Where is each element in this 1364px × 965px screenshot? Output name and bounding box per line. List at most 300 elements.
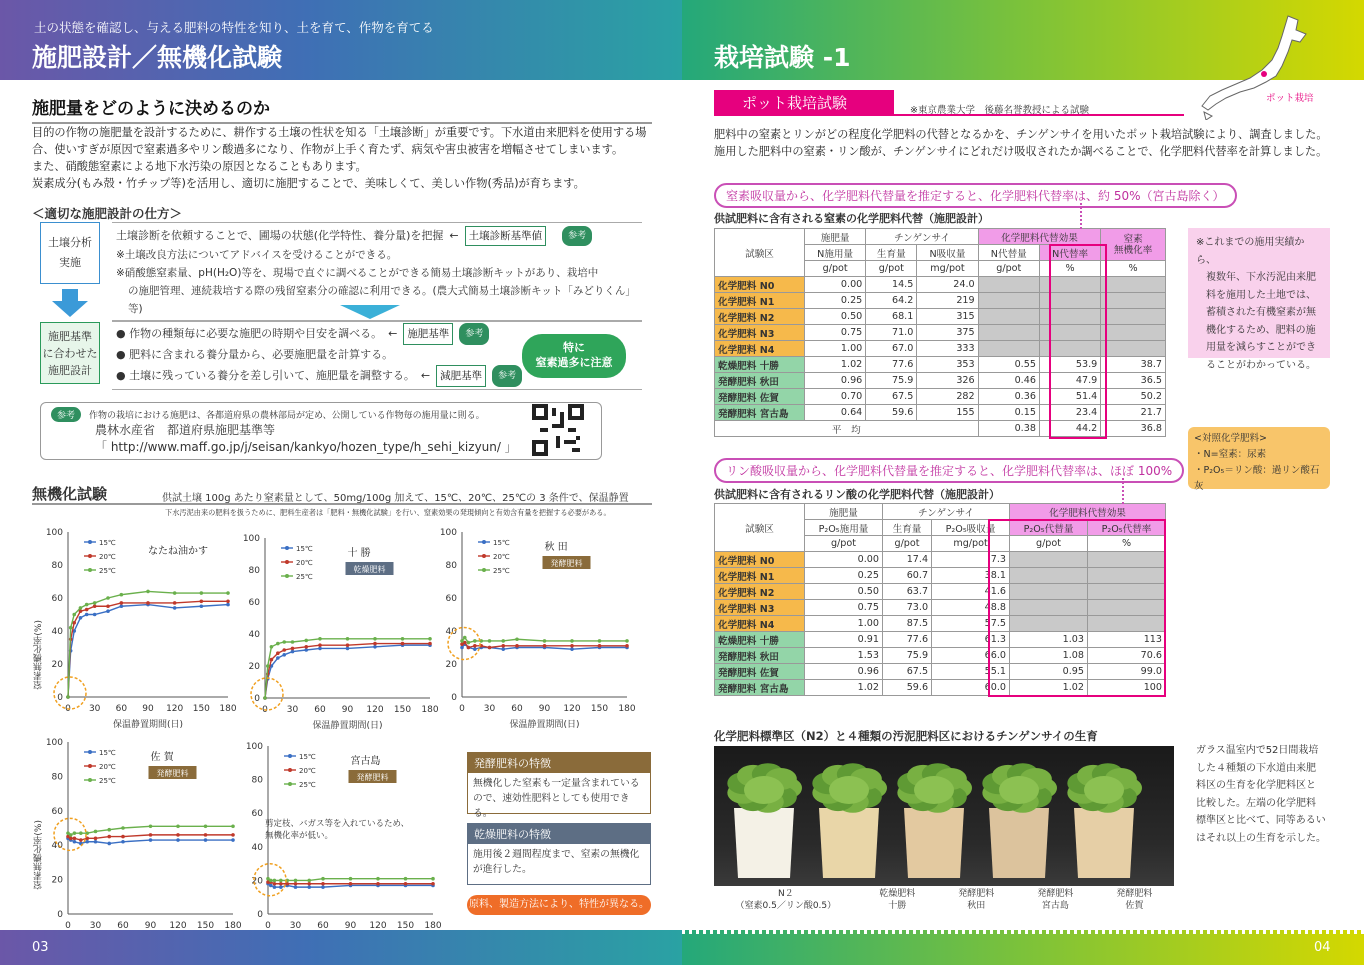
cell (1088, 552, 1166, 568)
legend-label: 15℃ (99, 539, 116, 547)
data-point (107, 835, 111, 839)
data-point (276, 656, 280, 660)
data-point (625, 644, 629, 648)
right-footer (682, 930, 1364, 965)
x-tick-label: 30 (88, 704, 101, 714)
cell (1010, 616, 1088, 632)
down-arrow-icon (52, 289, 88, 317)
data-point (231, 833, 235, 837)
data-point (120, 593, 124, 597)
data-point (120, 601, 124, 605)
data-point (282, 653, 286, 657)
data-point (294, 879, 298, 883)
data-point (373, 645, 377, 649)
data-point (121, 826, 125, 830)
cell: 0.15 (978, 405, 1039, 421)
row-label: 乾燥肥料 十勝 (715, 632, 805, 648)
x-tick-label: 0 (65, 921, 71, 930)
data-point (428, 642, 432, 646)
data-point (346, 637, 350, 641)
cell (1039, 309, 1100, 325)
cell: 0.36 (978, 389, 1039, 405)
x-tick-label: 150 (393, 705, 412, 715)
data-point (460, 646, 464, 650)
row-label: 化学肥料 N3 (715, 600, 805, 616)
data-point (570, 644, 574, 648)
data-point (106, 596, 110, 600)
photo-title: 化学肥料標準区（N2）と４種類の汚泥肥料区におけるチンゲンサイの生育 (714, 729, 1098, 743)
x-tick-label: 150 (396, 921, 415, 930)
cell: 0.50 (805, 309, 866, 325)
cell: 67.0 (866, 341, 917, 357)
cell: 41.6 (932, 584, 1010, 600)
data-point (269, 884, 273, 888)
data-point (401, 642, 405, 646)
x-tick-label: 180 (421, 705, 439, 715)
cell: 0.70 (805, 389, 866, 405)
left-title: 施肥設計／無機化試験 (32, 43, 283, 72)
section-title-inorganic: 無機化試験 (32, 485, 108, 503)
legend-marker (88, 540, 92, 544)
data-point (121, 835, 125, 839)
x-tick-label: 90 (344, 921, 357, 930)
data-point (428, 637, 432, 641)
data-point (226, 591, 230, 595)
cell: 7.3 (932, 552, 1010, 568)
x-tick-label: 120 (169, 921, 187, 930)
ref-badge: 参考 (459, 323, 489, 345)
line-chart (46, 738, 242, 930)
intro-text: 目的の作物の施肥量を設計するために、耕作する土壌の性状を知る「土壌診断」が重要です。下水道由来肥料を使用する場 合、使いすぎが原因で窒素過多やリン酸過多になり、作物が上手く育たず、病気や害虫被害を増幅させてしまいます。 また、硝酸態窒素による地下水汚染の原因となることもあります。 炭素成分(もみ殻・竹チップ等)を活用し、適切に施肥することで、美味しくて、美しい作物(秀品)が育ちます。 (32, 126, 647, 190)
legend-label: 20℃ (493, 553, 510, 561)
legend-marker (88, 750, 92, 754)
row-label: 発酵肥料 佐賀 (715, 389, 805, 405)
x-tick-label: 0 (262, 705, 268, 715)
cell: 14.5 (866, 277, 917, 293)
y-axis-label-top: 窒素無機化率(%) (34, 620, 44, 690)
data-point (146, 601, 150, 605)
step2-content: ● 作物の種類毎に必要な施肥の時期や目安を調べる。 ← 施肥基準 参考 ● 肥料に含まれる養分量から、必要施肥量を計算する。 ● 土壌に残っている養分を差し引いて、施肥量を調整する。 ← 減肥基準 参考 (112, 320, 642, 390)
cell: 21.7 (1101, 405, 1166, 421)
data-point (291, 640, 295, 644)
data-point (318, 643, 322, 647)
cell: 48.8 (932, 600, 1010, 616)
table-nitrogen: 試験区 施肥量 チンゲンサイ 化学肥料代替効果 窒素 無機化率 N施用量 生育量 N吸収量 N代替量 N代替率 g/pot g/pot mg/pot g/pot % % 化学肥料 N0 0.00 14.5 24.0 化学肥料 N1 0.25 64.2 219 化学肥料 N2 0.50 68.1 315 化学肥料 N3 0.75 71.0 375 化学肥料 N4 1.00 67.0 333 乾燥肥料 十勝 1.02 77.6 353 0.55 53.9 38.7 発酵肥料 秋田 0.96 75.9 326 0.46 47.9 36.5 発酵肥料 佐賀 0.70 67.5 282 0.36 51.4 50.2 発酵肥料 宮古島 0.64 59.6 155 0.15 23.4 21.7 平 均 0.38 44.2 36.8 (714, 228, 1166, 437)
cell: 60.0 (932, 680, 1010, 696)
x-tick-label: 180 (224, 921, 242, 930)
x-tick-label: 30 (286, 705, 299, 715)
ref-badge: 参考 (51, 407, 81, 422)
legend-label: 20℃ (99, 763, 116, 771)
data-point (431, 877, 435, 881)
data-point (269, 879, 273, 883)
data-point (515, 644, 519, 648)
data-point (85, 608, 89, 612)
cell: 0.50 (805, 584, 883, 600)
cell: 0.91 (805, 632, 883, 648)
table-phosphate: 試験区 施肥量 チンゲンサイ 化学肥料代替効果 P₂O₅施用量 生育量 P₂O₅吸収量 P₂O₅代替量 P₂O₅代替率 g/pot g/pot mg/pot g/pot % 化学肥料 N0 0.00 17.4 7.3 化学肥料 N1 0.25 60.7 38.1 化学肥料 N2 0.50 63.7 41.6 化学肥料 N3 0.75 73.0 48.8 化学肥料 N4 1.00 87.5 57.5 乾燥肥料 十勝 0.91 77.6 61.3 1.03 113 発酵肥料 秋田 1.53 75.9 66.0 1.08 70.6 発酵肥料 佐賀 0.96 67.5 55.1 0.95 99.0 発酵肥料 宮古島 1.02 59.6 60.0 1.02 100 (714, 503, 1166, 696)
data-point (94, 840, 98, 844)
data-point (173, 591, 177, 595)
legend-label: 15℃ (493, 539, 510, 547)
pot-plant (897, 763, 972, 878)
y-tick-label: 100 (45, 528, 63, 538)
legend-label: 25℃ (299, 781, 316, 789)
row-label: 化学肥料 N0 (715, 277, 805, 293)
data-point (501, 639, 505, 643)
table-row (715, 680, 1166, 696)
cell (1039, 325, 1100, 341)
data-point (73, 831, 77, 835)
data-point (294, 882, 298, 886)
series-line (68, 601, 228, 697)
cell: 36.5 (1101, 373, 1166, 389)
y-tick-label: 100 (245, 742, 263, 752)
pot-plant (1067, 763, 1142, 878)
y-tick-label: 40 (51, 627, 63, 637)
y-tick-label: 100 (242, 534, 260, 544)
table-row (715, 277, 1166, 293)
data-point (149, 838, 153, 842)
table-row (715, 357, 1166, 373)
ref-badge: 参考 (562, 226, 592, 246)
data-point (276, 642, 280, 646)
data-point (346, 647, 350, 651)
data-point (349, 877, 353, 881)
cell: 0.55 (978, 357, 1039, 373)
data-point (72, 613, 76, 617)
cell: 315 (917, 309, 978, 325)
cell (978, 277, 1039, 293)
data-point (463, 636, 467, 640)
legend-marker (88, 764, 92, 768)
legend-marker (285, 574, 289, 578)
legend-label: 25℃ (99, 567, 116, 575)
legend-label: 25℃ (493, 567, 510, 575)
x-tick-label: 30 (89, 921, 102, 930)
legend-marker (285, 546, 289, 550)
data-point (200, 604, 204, 608)
table-row (715, 568, 1166, 584)
x-tick-label: 180 (219, 704, 237, 714)
legend-marker (288, 768, 292, 772)
right-title: 栽培試験 -1 (714, 43, 851, 72)
table-row (715, 600, 1166, 616)
series-line (68, 605, 228, 697)
data-point (73, 837, 77, 841)
data-point (488, 639, 492, 643)
data-point (200, 591, 204, 595)
step2-box: 施肥基準 に合わせた 施肥設計 (40, 322, 100, 384)
table-row (715, 309, 1166, 325)
data-point (226, 600, 230, 604)
data-point (106, 604, 110, 608)
data-point (107, 842, 111, 846)
cell: 23.4 (1039, 405, 1100, 421)
data-point (473, 647, 477, 651)
cell: 17.4 (882, 552, 931, 568)
data-point (543, 644, 547, 648)
photo-label: 乾燥肥料 十勝 (879, 889, 916, 911)
y-tick-label: 20 (51, 660, 63, 670)
pot-test-title: ポット栽培試験 (714, 90, 894, 114)
photo-label: 発酵肥料 秋田 (958, 889, 995, 911)
y-tick-label: 40 (445, 627, 457, 637)
cell: 1.00 (805, 616, 883, 632)
data-point (401, 637, 405, 641)
y-tick-label: 80 (51, 561, 63, 571)
y-tick-label: 80 (445, 561, 457, 571)
data-point (273, 879, 277, 883)
row-label: 化学肥料 N4 (715, 341, 805, 357)
cell: 67.5 (866, 389, 917, 405)
cell: 75.9 (866, 373, 917, 389)
cell: 73.0 (882, 600, 931, 616)
data-point (349, 882, 353, 886)
y-axis-label-bottom: 窒素無機化率(%) (34, 820, 44, 890)
pot-credit: ※東京農業大学 後藤名誉教授による試験 (910, 105, 1089, 116)
cell: 53.9 (1039, 357, 1100, 373)
data-point (598, 639, 602, 643)
data-point (404, 882, 408, 886)
data-point (200, 600, 204, 604)
data-point (282, 648, 286, 652)
inorganic-description: 供試土壌 100g あたり窒素量として、50mg/100g 加えて、15℃、20℃、25℃の 3 条件で、保温静置 (162, 493, 629, 504)
cell: 0.95 (1010, 664, 1088, 680)
photo-label: 発酵肥料 佐賀 (1116, 889, 1153, 911)
data-point (79, 606, 83, 610)
data-point (226, 603, 230, 607)
y-tick-label: 0 (257, 910, 263, 920)
map-label: ポット栽培 (1266, 93, 1314, 104)
triangle-icon (340, 304, 400, 318)
table-row (715, 552, 1166, 568)
legend-marker (88, 778, 92, 782)
data-point (376, 882, 380, 886)
section-divider (32, 503, 652, 505)
y-tick-label: 0 (57, 910, 63, 920)
data-point (501, 647, 505, 651)
cell: 38.7 (1101, 357, 1166, 373)
data-point (149, 833, 153, 837)
data-point (85, 603, 89, 607)
cell (1039, 293, 1100, 309)
y-tick-label: 80 (248, 566, 260, 576)
legend-label: 25℃ (296, 573, 313, 581)
data-point (291, 647, 295, 651)
cell: 0.96 (805, 373, 866, 389)
cell: 1.08 (1010, 648, 1088, 664)
chart-title: 十 勝 (347, 548, 371, 559)
x-axis-label: 保温静置期間(日) (509, 720, 580, 730)
table-row (715, 664, 1166, 680)
table-row (715, 325, 1166, 341)
step1-box: 土壌分析 実施 (40, 222, 100, 284)
row-label: 発酵肥料 宮古島 (715, 680, 805, 696)
photo-label: 発酵肥料 宮古島 (1037, 889, 1074, 911)
table-row (715, 389, 1166, 405)
data-point (120, 604, 124, 608)
cell (1039, 277, 1100, 293)
data-point (69, 626, 73, 630)
line-chart (243, 534, 439, 731)
cell (1101, 341, 1166, 357)
data-point (404, 877, 408, 881)
data-point (294, 885, 298, 889)
data-point (346, 643, 350, 647)
x-tick-label: 60 (115, 704, 128, 714)
keyword-fertilization-standard: 施肥基準 (403, 323, 453, 345)
data-point (467, 641, 471, 645)
table-row (715, 584, 1166, 600)
pot-plant (982, 763, 1057, 878)
table-row (715, 616, 1166, 632)
row-label: 化学肥料 N4 (715, 616, 805, 632)
y-tick-label: 60 (251, 809, 263, 820)
cell: 99.0 (1088, 664, 1166, 680)
cell: 0.00 (805, 277, 866, 293)
data-point (146, 590, 150, 594)
reference-url-link[interactable]: 「 http://www.maff.go.jp/j/seisan/kankyo/hozen_type/h_sehi_kizyun/ 」 (95, 440, 517, 454)
miyako-note: 剪定枝、バガス等を入れているため、 無機化率が低い。 (265, 819, 410, 841)
x-tick-label: 60 (317, 921, 329, 930)
cell: 24.0 (917, 277, 978, 293)
y-tick-label: 80 (51, 772, 63, 783)
page-number-left: 03 (32, 940, 49, 955)
cell: 75.9 (882, 648, 931, 664)
pot-plant (812, 763, 887, 878)
data-point (69, 833, 73, 837)
pot-plant (727, 763, 802, 878)
cell: 282 (917, 389, 978, 405)
cell: 1.02 (805, 680, 883, 696)
data-point (373, 637, 377, 641)
data-point (473, 639, 477, 643)
data-point (106, 609, 110, 613)
data-point (204, 833, 208, 837)
cell: 0.00 (805, 552, 883, 568)
data-point (307, 885, 311, 889)
section-title-fertilization: 施肥量をどのように決めるのか (32, 94, 652, 124)
dotted-divider (682, 926, 1364, 934)
x-tick-label: 120 (366, 705, 384, 715)
x-tick-label: 150 (590, 704, 609, 714)
cell: 113 (1088, 632, 1166, 648)
data-point (307, 882, 311, 886)
left-footer (0, 930, 682, 965)
data-point (173, 601, 177, 605)
cell: 375 (917, 325, 978, 341)
data-point (376, 877, 380, 881)
plant-photo (714, 746, 1174, 886)
cell: 68.1 (866, 309, 917, 325)
y-tick-label: 0 (451, 693, 457, 703)
data-point (121, 840, 125, 844)
table-row (715, 373, 1166, 389)
cell (978, 325, 1039, 341)
y-tick-label: 20 (248, 662, 260, 672)
x-axis-label: 保温静置期間(日) (312, 721, 383, 731)
cell: 0.96 (805, 664, 883, 680)
cell: 100 (1088, 680, 1166, 696)
data-point (69, 837, 73, 841)
howto-title: ＜適切な施肥設計の仕方＞ (32, 206, 183, 221)
y-tick-label: 80 (251, 775, 263, 786)
cell: 87.5 (882, 616, 931, 632)
left-subtitle: 土の状態を確認し、与える肥料の特性を知り、土を育て、作物を育てる (34, 20, 434, 35)
fertilizer-tag-label: 発酵肥料 (356, 773, 389, 782)
data-point (279, 879, 283, 883)
cell: 57.5 (932, 616, 1010, 632)
x-tick-label: 30 (483, 704, 496, 714)
table2-title: 供試肥料に含有されるリン酸の化学肥料代替（施肥設計） (714, 488, 1000, 501)
cell: 155 (917, 405, 978, 421)
cell: 38.1 (932, 568, 1010, 584)
row-label: 乾燥肥料 十勝 (715, 357, 805, 373)
y-tick-label: 20 (251, 876, 263, 887)
data-point (318, 647, 322, 651)
line-chart (46, 528, 237, 730)
cell: 0.75 (805, 600, 883, 616)
data-point (204, 838, 208, 842)
y-tick-label: 100 (439, 528, 457, 538)
data-point (291, 650, 295, 654)
x-tick-label: 0 (65, 704, 71, 714)
data-point (94, 830, 98, 834)
row-label: 発酵肥料 秋田 (715, 648, 805, 664)
cell: 64.2 (866, 293, 917, 309)
data-point (570, 647, 574, 651)
x-tick-label: 90 (538, 704, 551, 714)
data-point (321, 882, 325, 886)
cell: 1.02 (1010, 680, 1088, 696)
feature-box-dried: 乾燥肥料の特徴 施用後２週間程度まで、窒素の無機化 が進行した。 (467, 823, 651, 885)
y-tick-label: 40 (248, 630, 260, 640)
cell (1088, 568, 1166, 584)
cell (1010, 568, 1088, 584)
legend-marker (288, 754, 292, 758)
side-note-accumulation: ※これまでの施用実績から、 複数年、下水汚泥由来肥 料を施用した土地では、 蓄積された有機窒素が無 機化するため、肥料の施 用量を減らすことができ ることがわかっている。 (1188, 228, 1330, 358)
cell: 1.03 (1010, 632, 1088, 648)
feature-box-fermented: 発酵肥料の特徴 無機化した窒素も一定量含まれている ので、速効性肥料としても使用できる。 (467, 752, 651, 814)
cell: 1.02 (805, 357, 866, 373)
cell: 326 (917, 373, 978, 389)
data-point (570, 639, 574, 643)
y-tick-label: 60 (51, 594, 63, 604)
row-label: 化学肥料 N1 (715, 568, 805, 584)
x-tick-label: 120 (563, 704, 581, 714)
x-tick-label: 120 (166, 704, 184, 714)
data-point (373, 642, 377, 646)
x-tick-label: 150 (196, 921, 215, 930)
y-tick-label: 100 (45, 738, 63, 748)
right-intro: 肥料中の窒素とリンがどの程度化学肥料の代替となるかを、チンゲンサイを用いたポット栽培試験により、調査しました。 施用した肥料中の窒素・リン酸が、チンゲンサイにどれだけ吸収されたか調べることで、化学肥料代替率を計算しました。 (714, 128, 1328, 158)
pill-phosphate: リン酸吸収量から、化学肥料代替量を推定すると、化学肥料代替率は、ほぼ 100% (714, 458, 1184, 483)
data-point (85, 613, 89, 617)
x-tick-label: 60 (117, 921, 129, 930)
cell (978, 341, 1039, 357)
fertilizer-tag-label: 発酵肥料 (550, 559, 583, 568)
legend-label: 15℃ (296, 545, 313, 553)
cell (1088, 600, 1166, 616)
x-tick-label: 60 (511, 704, 523, 714)
data-point (93, 613, 97, 617)
chart-title: なたね油かす (148, 546, 208, 557)
cell (1101, 325, 1166, 341)
cell: 77.6 (866, 357, 917, 373)
cell: 0.25 (805, 293, 866, 309)
x-tick-label: 30 (289, 921, 302, 930)
